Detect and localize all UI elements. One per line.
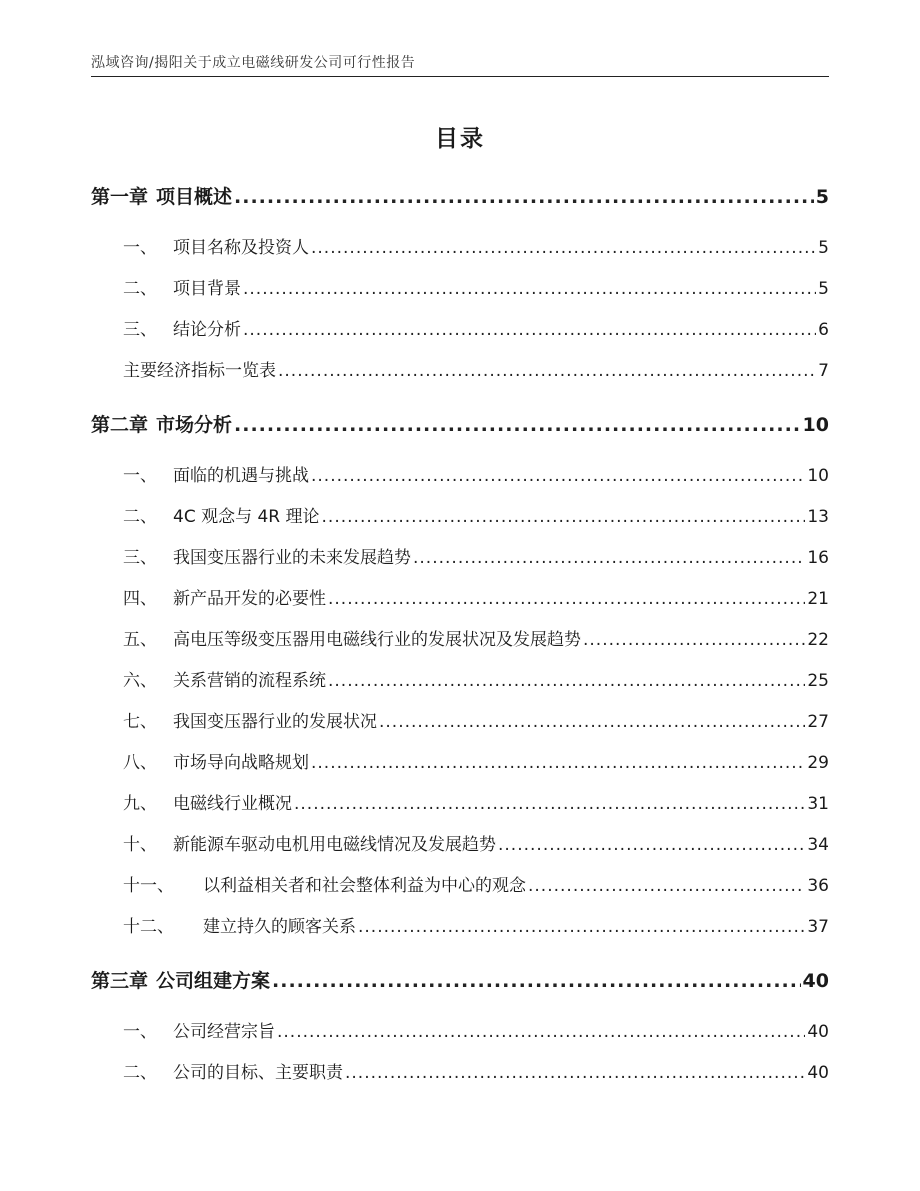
page-number: 5 xyxy=(818,279,829,299)
chapter-title: 项目概述 xyxy=(156,186,233,208)
dot-leader xyxy=(234,404,801,446)
dot-leader xyxy=(311,456,805,497)
running-header: 泓域咨询/揭阳关于成立电磁线研发公司可行性报告 xyxy=(91,55,416,71)
section-title: 公司的目标、主要职责 xyxy=(173,1063,343,1083)
toc-entry[interactable] xyxy=(91,661,829,702)
toc-entry[interactable] xyxy=(91,743,829,784)
page-number: 27 xyxy=(807,712,829,732)
toc-entry[interactable] xyxy=(91,310,829,351)
page-number: 29 xyxy=(807,753,829,773)
dot-leader xyxy=(528,866,805,907)
section-number: 九、 xyxy=(123,794,157,814)
dot-leader xyxy=(277,1012,805,1053)
section-title: 电磁线行业概况 xyxy=(173,794,292,814)
dot-leader xyxy=(583,620,805,661)
section-number: 三、 xyxy=(123,320,157,340)
dot-leader xyxy=(272,960,801,1002)
toc-entry[interactable] xyxy=(91,579,829,620)
page-number: 13 xyxy=(807,507,829,527)
page-number: 40 xyxy=(807,1063,829,1083)
section-number: 一、 xyxy=(123,1022,157,1042)
section-title: 4C 观念与 4R 理论 xyxy=(173,507,320,527)
chapter-number: 第三章 xyxy=(91,970,149,992)
toc-chapter-1[interactable] xyxy=(91,176,829,218)
dot-leader xyxy=(328,661,805,702)
toc-entry[interactable] xyxy=(91,456,829,497)
section-number: 一、 xyxy=(123,466,157,486)
section-title: 结论分析 xyxy=(173,320,241,340)
section-title: 面临的机遇与挑战 xyxy=(173,466,309,486)
page-number: 34 xyxy=(807,835,829,855)
dot-leader xyxy=(278,351,816,392)
toc-entry[interactable] xyxy=(91,1012,829,1053)
header-divider xyxy=(91,76,829,77)
toc-entry[interactable] xyxy=(91,1053,829,1094)
toc-entry[interactable] xyxy=(91,228,829,269)
page-number: 21 xyxy=(807,589,829,609)
dot-leader xyxy=(358,907,805,948)
page-number: 31 xyxy=(807,794,829,814)
page-number: 7 xyxy=(818,361,829,381)
page-number: 37 xyxy=(807,917,829,937)
toc-entry[interactable] xyxy=(91,866,829,907)
section-title: 项目背景 xyxy=(173,279,241,299)
page-number: 22 xyxy=(807,630,829,650)
page-number: 5 xyxy=(818,238,829,258)
page-number: 6 xyxy=(818,320,829,340)
toc-entry[interactable] xyxy=(91,702,829,743)
toc-entry[interactable] xyxy=(91,538,829,579)
chapter-title: 市场分析 xyxy=(156,414,233,436)
dot-leader xyxy=(322,497,806,538)
section-number: 三、 xyxy=(123,548,157,568)
section-title: 高电压等级变压器用电磁线行业的发展状况及发展趋势 xyxy=(173,630,581,650)
section-number: 十、 xyxy=(123,835,157,855)
section-title: 以利益相关者和社会整体利益为中心的观念 xyxy=(203,876,526,896)
section-number: 十一、 xyxy=(123,876,174,896)
dot-leader xyxy=(413,538,805,579)
page-number: 5 xyxy=(815,186,829,208)
section-title: 主要经济指标一览表 xyxy=(123,361,276,381)
section-number: 二、 xyxy=(123,279,157,299)
dot-leader xyxy=(345,1053,805,1094)
section-title: 我国变压器行业的未来发展趋势 xyxy=(173,548,411,568)
section-title: 市场导向战略规划 xyxy=(173,753,309,773)
section-title: 公司经营宗旨 xyxy=(173,1022,275,1042)
page-number: 40 xyxy=(802,970,829,992)
page-number: 10 xyxy=(802,414,829,436)
toc-entry[interactable] xyxy=(91,907,829,948)
toc-chapter-2[interactable] xyxy=(91,404,829,446)
dot-leader xyxy=(379,702,805,743)
toc-title: 目录 xyxy=(435,126,485,152)
section-number: 六、 xyxy=(123,671,157,691)
page-number: 25 xyxy=(807,671,829,691)
table-of-contents xyxy=(91,176,829,1094)
chapter-title: 公司组建方案 xyxy=(156,970,271,992)
dot-leader xyxy=(243,269,816,310)
dot-leader xyxy=(498,825,805,866)
page-number: 36 xyxy=(807,876,829,896)
section-number: 五、 xyxy=(123,630,157,650)
toc-entry[interactable] xyxy=(91,825,829,866)
dot-leader xyxy=(294,784,805,825)
toc-entry[interactable] xyxy=(91,269,829,310)
dot-leader xyxy=(311,228,816,269)
section-number: 一、 xyxy=(123,238,157,258)
dot-leader xyxy=(311,743,805,784)
page-number: 10 xyxy=(807,466,829,486)
section-title: 新产品开发的必要性 xyxy=(173,589,326,609)
section-title: 项目名称及投资人 xyxy=(173,238,309,258)
chapter-number: 第二章 xyxy=(91,414,149,436)
toc-entry[interactable] xyxy=(91,784,829,825)
section-number: 七、 xyxy=(123,712,157,732)
section-number: 十二、 xyxy=(123,917,174,937)
toc-entry[interactable] xyxy=(91,497,829,538)
page-number: 16 xyxy=(807,548,829,568)
chapter-number: 第一章 xyxy=(91,186,149,208)
section-title: 新能源车驱动电机用电磁线情况及发展趋势 xyxy=(173,835,496,855)
dot-leader xyxy=(234,176,814,218)
section-title: 建立持久的顾客关系 xyxy=(203,917,356,937)
section-number: 八、 xyxy=(123,753,157,773)
dot-leader xyxy=(328,579,805,620)
section-number: 二、 xyxy=(123,507,157,527)
toc-entry[interactable] xyxy=(91,351,829,392)
toc-entry[interactable] xyxy=(91,620,829,661)
section-title: 关系营销的流程系统 xyxy=(173,671,326,691)
page-number: 40 xyxy=(807,1022,829,1042)
section-number: 四、 xyxy=(123,589,157,609)
toc-chapter-3[interactable] xyxy=(91,960,829,1002)
section-number: 二、 xyxy=(123,1063,157,1083)
dot-leader xyxy=(243,310,816,351)
section-title: 我国变压器行业的发展状况 xyxy=(173,712,377,732)
